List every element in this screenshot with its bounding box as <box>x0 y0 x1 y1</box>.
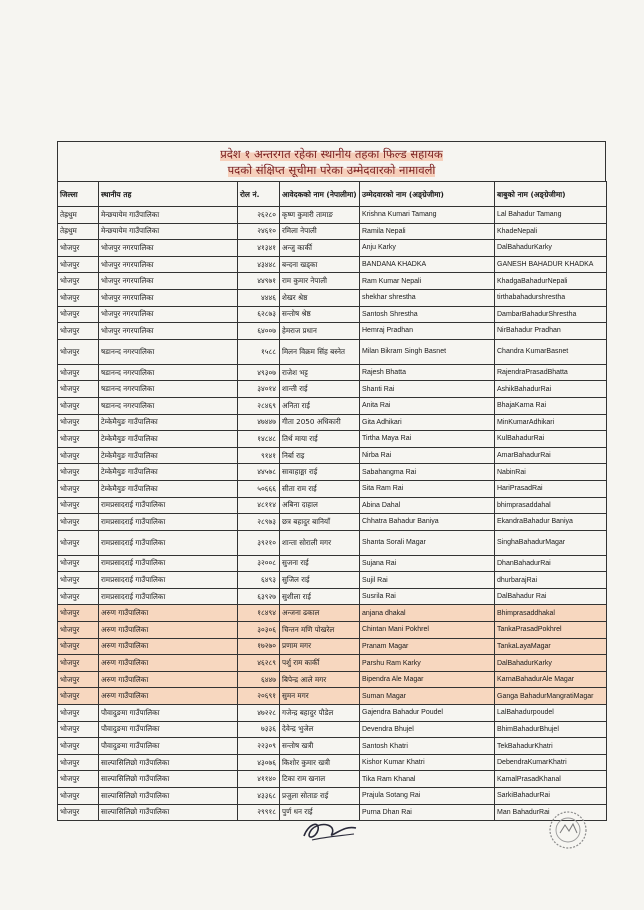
cell-district: भोजपुर <box>58 431 99 448</box>
cell-local-level: पौवादुङमा गाउँपालिका <box>99 738 238 755</box>
cell-name-english: Devendra Bhujel <box>360 721 495 738</box>
cell-roll-number: ६४००७ <box>238 323 280 340</box>
cell-father-name: tirthabahadurshrestha <box>495 289 607 306</box>
cell-roll-number: ४४५७८ <box>238 464 280 481</box>
cell-name-english: Anju Karky <box>360 240 495 257</box>
cell-local-level: साल्पासिलिछो गाउँपालिका <box>99 771 238 788</box>
cell-name-nepali: मिलन विक्रम सिंह बस्नेत <box>280 339 360 364</box>
table-row <box>58 339 607 364</box>
cell-roll-number: ३०३०६ <box>238 622 280 639</box>
cell-father-name: GANESH BAHADUR KHADKA <box>495 256 607 273</box>
cell-father-name: DalBahadurKarky <box>495 655 607 672</box>
header-name-nepali: आवेदकको नाम (नेपालीमा) <box>280 182 360 207</box>
cell-name-nepali: रमिला नेपाली <box>280 223 360 240</box>
cell-name-english: Krishna Kumari Tamang <box>360 207 495 224</box>
header-local-level: स्थानीय तह <box>99 182 238 207</box>
table-row <box>58 638 607 655</box>
cell-local-level: षडानन्द नगरपालिका <box>99 339 238 364</box>
cell-name-english: Bipendra Ale Magar <box>360 671 495 688</box>
cell-name-english: Nirba Rai <box>360 447 495 464</box>
cell-name-nepali: सीता राम राई <box>280 480 360 497</box>
cell-father-name: KhadgaBahadurNepali <box>495 273 607 290</box>
cell-local-level: षडानन्द नगरपालिका <box>99 381 238 398</box>
cell-father-name: HariPrasadRai <box>495 480 607 497</box>
candidate-table <box>57 181 607 821</box>
cell-father-name: AshikBahadurRai <box>495 381 607 398</box>
table-row <box>58 289 607 306</box>
cell-name-english: Ram Kumar Nepali <box>360 273 495 290</box>
cell-name-english: Sujil Rai <box>360 572 495 589</box>
header-roll: रोल नं. <box>238 182 280 207</box>
cell-father-name: TankaLayaMagar <box>495 638 607 655</box>
table-row <box>58 414 607 431</box>
cell-local-level: पौवादुङमा गाउँपालिका <box>99 705 238 722</box>
cell-district: भोजपुर <box>58 240 99 257</box>
cell-district: भोजपुर <box>58 447 99 464</box>
cell-roll-number: ४४४६ <box>238 289 280 306</box>
cell-father-name: KamalPrasadKhanal <box>495 771 607 788</box>
cell-name-english: Susrila Rai <box>360 588 495 605</box>
cell-roll-number: ६४४७ <box>238 671 280 688</box>
cell-roll-number: ५०६६६ <box>238 480 280 497</box>
cell-name-nepali: बिपेन्द्र आले मगर <box>280 671 360 688</box>
cell-district: भोजपुर <box>58 688 99 705</box>
cell-local-level: साल्पासिलिछो गाउँपालिका <box>99 754 238 771</box>
cell-local-level: टेम्केमैयुङ गाउँपालिका <box>99 464 238 481</box>
table-row <box>58 705 607 722</box>
cell-roll-number: २६२८० <box>238 207 280 224</box>
cell-local-level: रामप्रसादराई गाउँपालिका <box>99 514 238 531</box>
cell-name-english: shekhar shrestha <box>360 289 495 306</box>
table-row <box>58 655 607 672</box>
cell-name-nepali: चिन्तन मणि पोखरेल <box>280 622 360 639</box>
cell-name-nepali: निर्बा राइ <box>280 447 360 464</box>
cell-local-level: षडानन्द नगरपालिका <box>99 364 238 381</box>
cell-father-name: Ganga BahadurMangratiMagar <box>495 688 607 705</box>
cell-district: भोजपुर <box>58 289 99 306</box>
cell-district: भोजपुर <box>58 588 99 605</box>
table-row <box>58 447 607 464</box>
cell-district: भोजपुर <box>58 256 99 273</box>
cell-name-nepali: किशोर कुमार खत्री <box>280 754 360 771</box>
cell-district: भोजपुर <box>58 381 99 398</box>
table-row <box>58 688 607 705</box>
cell-name-english: Pranam Magar <box>360 638 495 655</box>
cell-father-name: KarnaBahadurAle Magar <box>495 671 607 688</box>
cell-roll-number: ४३४४८ <box>238 256 280 273</box>
cell-local-level: भोजपुर नगरपालिका <box>99 306 238 323</box>
cell-roll-number: २०६९१ <box>238 688 280 705</box>
cell-local-level: टेम्केमैयुङ गाउँपालिका <box>99 414 238 431</box>
cell-name-nepali: अन्जना ढकाल <box>280 605 360 622</box>
cell-district: भोजपुर <box>58 705 99 722</box>
cell-local-level: रामप्रसादराई गाउँपालिका <box>99 588 238 605</box>
cell-local-level: साल्पासिलिछो गाउँपालिका <box>99 804 238 821</box>
cell-local-level: अरुण गाउँपालिका <box>99 688 238 705</box>
cell-name-english: Shanti Rai <box>360 381 495 398</box>
cell-district: भोजपुर <box>58 638 99 655</box>
cell-father-name: SinghaBahadurMagar <box>495 530 607 555</box>
cell-district: भोजपुर <box>58 273 99 290</box>
cell-father-name: Lal Bahadur Tamang <box>495 207 607 224</box>
table-row <box>58 323 607 340</box>
cell-name-english: Gajendra Bahadur Poudel <box>360 705 495 722</box>
cell-roll-number: ४११४० <box>238 771 280 788</box>
table-row <box>58 256 607 273</box>
cell-name-nepali: प्रजुला सोताङ राई <box>280 788 360 805</box>
cell-district: भोजपुर <box>58 754 99 771</box>
cell-roll-number: २४६१० <box>238 223 280 240</box>
cell-father-name: Bhimprasaddhakal <box>495 605 607 622</box>
cell-roll-number: ६३९२७ <box>238 588 280 605</box>
cell-district: भोजपुर <box>58 788 99 805</box>
cell-roll-number: २९९१८ <box>238 804 280 821</box>
cell-local-level: भोजपुर नगरपालिका <box>99 240 238 257</box>
table-row <box>58 497 607 514</box>
cell-local-level: टेम्केमैयुङ गाउँपालिका <box>99 447 238 464</box>
cell-father-name: Man BahadurRai <box>495 804 607 821</box>
cell-name-nepali: हेमराज प्रधान <box>280 323 360 340</box>
cell-father-name: BhimBahadurBhujel <box>495 721 607 738</box>
cell-district: भोजपुर <box>58 339 99 364</box>
cell-local-level: रामप्रसादराई गाउँपालिका <box>99 530 238 555</box>
cell-father-name: Chandra KumarBasnet <box>495 339 607 364</box>
cell-roll-number: १५८८ <box>238 339 280 364</box>
cell-local-level: पौवादुङमा गाउँपालिका <box>99 721 238 738</box>
cell-roll-number: २८४६९ <box>238 397 280 414</box>
cell-father-name: KulBahadurRai <box>495 431 607 448</box>
cell-name-nepali: सन्तोष श्रेष्ठ <box>280 306 360 323</box>
cell-roll-number: २८९७३ <box>238 514 280 531</box>
cell-name-english: Sabahangma Rai <box>360 464 495 481</box>
table-row <box>58 397 607 414</box>
table-row <box>58 207 607 224</box>
cell-district: भोजपुर <box>58 605 99 622</box>
cell-district: भोजपुर <box>58 738 99 755</box>
cell-name-nepali: बन्दना खड्का <box>280 256 360 273</box>
cell-father-name: NabinRai <box>495 464 607 481</box>
title-line-2: पदको संक्षिप्त सूचीमा परेका उम्मेदवारको नामावली <box>227 162 436 177</box>
table-row <box>58 306 607 323</box>
cell-local-level: षडानन्द नगरपालिका <box>99 397 238 414</box>
cell-name-nepali: राजेश भट्ट <box>280 364 360 381</box>
cell-name-nepali: शान्ता सोराली मगर <box>280 530 360 555</box>
table-row <box>58 555 607 572</box>
cell-local-level: रामप्रसादराई गाउँपालिका <box>99 497 238 514</box>
table-row <box>58 223 607 240</box>
cell-name-english: Tika Ram Khanal <box>360 771 495 788</box>
cell-local-level: अरुण गाउँपालिका <box>99 671 238 688</box>
cell-district: भोजपुर <box>58 671 99 688</box>
cell-name-nepali: सन्तोष खत्री <box>280 738 360 755</box>
document-title <box>57 141 606 181</box>
cell-name-english: Santosh Khatri <box>360 738 495 755</box>
cell-father-name: DebendraKumarKhatri <box>495 754 607 771</box>
cell-name-english: Milan Bikram Singh Basnet <box>360 339 495 364</box>
cell-name-english: Rajesh Bhatta <box>360 364 495 381</box>
cell-father-name: TankaPrasadPokhrel <box>495 622 607 639</box>
stamp-icon <box>547 809 589 851</box>
cell-name-nepali: कृष्ण कुमारी तामाङ <box>280 207 360 224</box>
cell-roll-number: ३९२१० <box>238 530 280 555</box>
table-row <box>58 754 607 771</box>
cell-father-name: RajendraPrasadBhatta <box>495 364 607 381</box>
cell-local-level: मेन्छयायेम गाउँपालिका <box>99 207 238 224</box>
cell-district: भोजपुर <box>58 514 99 531</box>
cell-name-english: Chhatra Bahadur Baniya <box>360 514 495 531</box>
table-row <box>58 605 607 622</box>
header-father-name: बाबुको नाम (अङ्ग्रेजीमा) <box>495 182 607 207</box>
cell-roll-number: १४८४८ <box>238 431 280 448</box>
cell-roll-number: ६४९३ <box>238 572 280 589</box>
cell-name-nepali: छत्र बहादुर बानियाँ <box>280 514 360 531</box>
cell-roll-number: ३४०१४ <box>238 381 280 398</box>
table-row <box>58 771 607 788</box>
cell-roll-number: ४७४४७ <box>238 414 280 431</box>
cell-local-level: भोजपुर नगरपालिका <box>99 256 238 273</box>
cell-district: भोजपुर <box>58 655 99 672</box>
cell-district: भोजपुर <box>58 497 99 514</box>
cell-district: भोजपुर <box>58 771 99 788</box>
cell-father-name: bhimprasaddahal <box>495 497 607 514</box>
cell-district: भोजपुर <box>58 480 99 497</box>
cell-roll-number: ४७२२८ <box>238 705 280 722</box>
cell-father-name: DalBahadur Rai <box>495 588 607 605</box>
cell-father-name: EkandraBahadur Baniya <box>495 514 607 531</box>
cell-local-level: साल्पासिलिछो गाउँपालिका <box>99 788 238 805</box>
cell-local-level: अरुण गाउँपालिका <box>99 605 238 622</box>
cell-roll-number: ४३०७६ <box>238 754 280 771</box>
cell-name-nepali: सुजना राई <box>280 555 360 572</box>
table-row <box>58 240 607 257</box>
table-row <box>58 530 607 555</box>
cell-local-level: टेम्केमैयुङ गाउँपालिका <box>99 480 238 497</box>
cell-name-nepali: सुजिल राई <box>280 572 360 589</box>
cell-name-english: anjana dhakal <box>360 605 495 622</box>
table-row <box>58 514 607 531</box>
cell-roll-number: ४१३४१ <box>238 240 280 257</box>
cell-name-english: Ramila Nepali <box>360 223 495 240</box>
cell-name-english: Santosh Shrestha <box>360 306 495 323</box>
cell-name-english: Abina Dahal <box>360 497 495 514</box>
cell-father-name: LalBahadurpoudel <box>495 705 607 722</box>
cell-name-english: Sita Ram Rai <box>360 480 495 497</box>
cell-roll-number: २२३०९ <box>238 738 280 755</box>
cell-father-name: BhajaKarna Rai <box>495 397 607 414</box>
cell-roll-number: ४९३०७ <box>238 364 280 381</box>
cell-district: भोजपुर <box>58 721 99 738</box>
cell-district: भोजपुर <box>58 464 99 481</box>
cell-name-english: Parshu Ram Karky <box>360 655 495 672</box>
table-row <box>58 622 607 639</box>
cell-name-nepali: अनिता राई <box>280 397 360 414</box>
table-row <box>58 431 607 448</box>
cell-name-nepali: सुशीला राई <box>280 588 360 605</box>
cell-district: तेह्रथुम <box>58 207 99 224</box>
cell-name-english: Kishor Kumar Khatri <box>360 754 495 771</box>
cell-district: भोजपुर <box>58 414 99 431</box>
cell-roll-number: ४६२८९ <box>238 655 280 672</box>
cell-name-english: Suman Magar <box>360 688 495 705</box>
cell-name-nepali: देवेन्द्र भुजेल <box>280 721 360 738</box>
table-row <box>58 480 607 497</box>
cell-roll-number: १७२७० <box>238 638 280 655</box>
cell-name-nepali: पुर्ण धन राई <box>280 804 360 821</box>
cell-name-nepali: शेखर श्रेष्ठ <box>280 289 360 306</box>
cell-name-nepali: गीता 2050 अधिकारी <box>280 414 360 431</box>
table-row <box>58 788 607 805</box>
cell-name-nepali: प्रणाम मगर <box>280 638 360 655</box>
cell-name-nepali: गजेन्द्र बहादुर पौडेल <box>280 705 360 722</box>
cell-name-english: Shanta Sorali Magar <box>360 530 495 555</box>
table-row <box>58 464 607 481</box>
cell-roll-number: ६२८७३ <box>238 306 280 323</box>
cell-local-level: अरुण गाउँपालिका <box>99 622 238 639</box>
cell-local-level: रामप्रसादराई गाउँपालिका <box>99 555 238 572</box>
table-row <box>58 588 607 605</box>
table-row <box>58 364 607 381</box>
table-row <box>58 721 607 738</box>
cell-name-english: Sujana Rai <box>360 555 495 572</box>
cell-father-name: TekBahadurKhatri <box>495 738 607 755</box>
cell-name-english: Chintan Mani Pokhrel <box>360 622 495 639</box>
shortlist-document <box>57 141 606 821</box>
cell-name-english: Prajula Sotang Rai <box>360 788 495 805</box>
header-name-english: उम्मेदवारको नाम (अङ्ग्रेजीमा) <box>360 182 495 207</box>
cell-name-english: BANDANA KHADKA <box>360 256 495 273</box>
cell-local-level: मेन्छयायेम गाउँपालिका <box>99 223 238 240</box>
cell-name-nepali: सावाहाङ्मा राई <box>280 464 360 481</box>
table-row <box>58 572 607 589</box>
cell-district: भोजपुर <box>58 622 99 639</box>
cell-name-nepali: टिका राम खनाल <box>280 771 360 788</box>
cell-roll-number: ४३३६८ <box>238 788 280 805</box>
cell-roll-number: ७३३६ <box>238 721 280 738</box>
cell-district: भोजपुर <box>58 306 99 323</box>
cell-father-name: dhurbarajRai <box>495 572 607 589</box>
cell-roll-number: ९१४१ <box>238 447 280 464</box>
cell-district: भोजपुर <box>58 572 99 589</box>
cell-father-name: DalBahadurKarky <box>495 240 607 257</box>
cell-local-level: भोजपुर नगरपालिका <box>99 273 238 290</box>
cell-name-nepali: पर्शु राम कार्की <box>280 655 360 672</box>
cell-district: भोजपुर <box>58 397 99 414</box>
cell-district: भोजपुर <box>58 530 99 555</box>
cell-local-level: टेम्केमैयुङ गाउँपालिका <box>99 431 238 448</box>
cell-district: भोजपुर <box>58 804 99 821</box>
signature-icon <box>298 812 362 846</box>
cell-father-name: AmarBahadurRai <box>495 447 607 464</box>
cell-local-level: रामप्रसादराई गाउँपालिका <box>99 572 238 589</box>
cell-name-nepali: सुमन मगर <box>280 688 360 705</box>
cell-name-english: Tirtha Maya Rai <box>360 431 495 448</box>
cell-father-name: NirBahadur Pradhan <box>495 323 607 340</box>
cell-roll-number: ४४९७१ <box>238 273 280 290</box>
cell-name-nepali: शान्ती राई <box>280 381 360 398</box>
cell-father-name: SarkiBahadurRai <box>495 788 607 805</box>
cell-district: भोजपुर <box>58 555 99 572</box>
cell-name-nepali: अबिना दाहाल <box>280 497 360 514</box>
cell-name-english: Anita Rai <box>360 397 495 414</box>
cell-local-level: अरुण गाउँपालिका <box>99 655 238 672</box>
table-row <box>58 738 607 755</box>
cell-roll-number: ३२००८ <box>238 555 280 572</box>
table-row <box>58 381 607 398</box>
cell-roll-number: ४८११४ <box>238 497 280 514</box>
cell-name-nepali: अन्जु कार्की <box>280 240 360 257</box>
cell-name-nepali: तिर्थ माया राई <box>280 431 360 448</box>
cell-local-level: भोजपुर नगरपालिका <box>99 323 238 340</box>
cell-name-nepali: राम कुमार नेपाली <box>280 273 360 290</box>
cell-district: भोजपुर <box>58 323 99 340</box>
header-district: जिल्ला <box>58 182 99 207</box>
cell-district: भोजपुर <box>58 364 99 381</box>
cell-father-name: KhadeNepali <box>495 223 607 240</box>
cell-district: तेह्रथुम <box>58 223 99 240</box>
cell-name-english: Gita Adhikari <box>360 414 495 431</box>
table-body <box>58 207 607 821</box>
title-line-1: प्रदेश १ अन्तरगत रहेका स्थानीय तहका फिल्ड सहायक <box>220 146 443 161</box>
table-row <box>58 273 607 290</box>
table-row <box>58 671 607 688</box>
cell-father-name: DambarBahadurShrestha <box>495 306 607 323</box>
cell-father-name: DhanBahadurRai <box>495 555 607 572</box>
cell-name-english: Purna Dhan Rai <box>360 804 495 821</box>
cell-local-level: अरुण गाउँपालिका <box>99 638 238 655</box>
table-header-row <box>58 182 607 207</box>
cell-father-name: MinKumarAdhikari <box>495 414 607 431</box>
cell-local-level: भोजपुर नगरपालिका <box>99 289 238 306</box>
cell-roll-number: १८४९४ <box>238 605 280 622</box>
cell-name-english: Hemraj Pradhan <box>360 323 495 340</box>
